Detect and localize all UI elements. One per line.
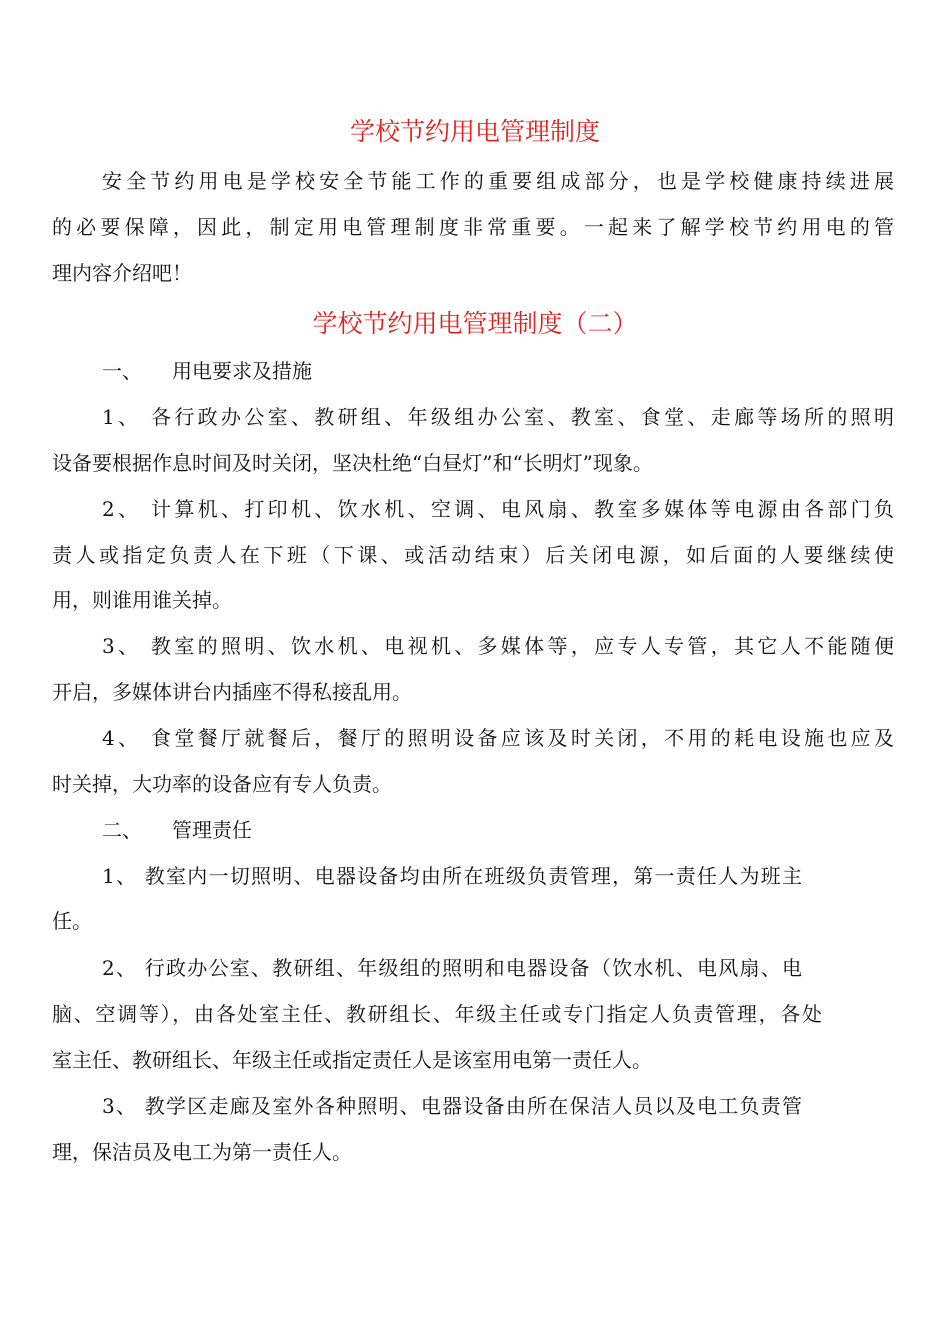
list-item-line: 脑、空调等），由各处室主任、教研组长、年级主任或专门指定人负责管理，各处 xyxy=(52,1002,822,1026)
section-heading: 管理责任 xyxy=(172,818,252,842)
list-item-line: 理，保洁员及电工为第一责任人。 xyxy=(52,1140,352,1164)
section-number: 二、 xyxy=(102,818,142,842)
list-item-line: 1、 各行政办公室、教研组、年级组办公室、教室、食堂、走廊等场所的照明 xyxy=(102,405,894,429)
list-item-line: 用，则谁用谁关掉。 xyxy=(52,588,232,612)
list-item-line: 3、 教学区走廊及室外各种照明、电器设备由所在保洁人员以及电工负责管 xyxy=(102,1094,802,1118)
list-item-line: 2、 行政办公室、教研组、年级组的照明和电器设备（饮水机、电风扇、电 xyxy=(102,956,802,980)
intro-line: 的必要保障，因此，制定用电管理制度非常重要。一起来了解学校节约用电的管 xyxy=(52,215,894,239)
intro-line: 安全节约用电是学校安全节能工作的重要组成部分，也是学校健康持续进展 xyxy=(102,169,894,193)
list-item-line: 3、 教室的照明、饮水机、电视机、多媒体等，应专人专管，其它人不能随便 xyxy=(102,634,894,658)
list-item-line: 4、 食堂餐厅就餐后，餐厅的照明设备应该及时关闭，不用的耗电设施也应及 xyxy=(102,726,894,750)
list-item-line: 室主任、教研组长、年级主任或指定责任人是该室用电第一责任人。 xyxy=(52,1048,652,1072)
list-item-line: 时关掉，大功率的设备应有专人负责。 xyxy=(52,772,392,796)
list-item-line: 设备要根据作息时间及时关闭，坚决杜绝“白昼灯”和“长明灯”现象。 xyxy=(52,451,653,475)
section-heading: 用电要求及措施 xyxy=(172,359,312,383)
document-title: 学校节约用电管理制度 xyxy=(349,117,600,146)
intro-line: 理内容介绍吧！ xyxy=(52,261,192,285)
list-item-line: 责人或指定负责人在下班（下课、或活动结束）后关闭电源，如后面的人要继续使 xyxy=(52,543,894,567)
document-subtitle: 学校节约用电管理制度（二） xyxy=(312,309,638,338)
section-number: 一、 xyxy=(102,359,142,383)
list-item-line: 2、 计算机、打印机、饮水机、空调、电风扇、教室多媒体等电源由各部门负 xyxy=(102,497,894,521)
list-item-line: 开启，多媒体讲台内插座不得私接乱用。 xyxy=(52,680,412,704)
list-item-line: 任。 xyxy=(52,909,92,933)
list-item-line: 1、 教室内一切照明、电器设备均由所在班级负责管理，第一责任人为班主 xyxy=(102,864,802,888)
